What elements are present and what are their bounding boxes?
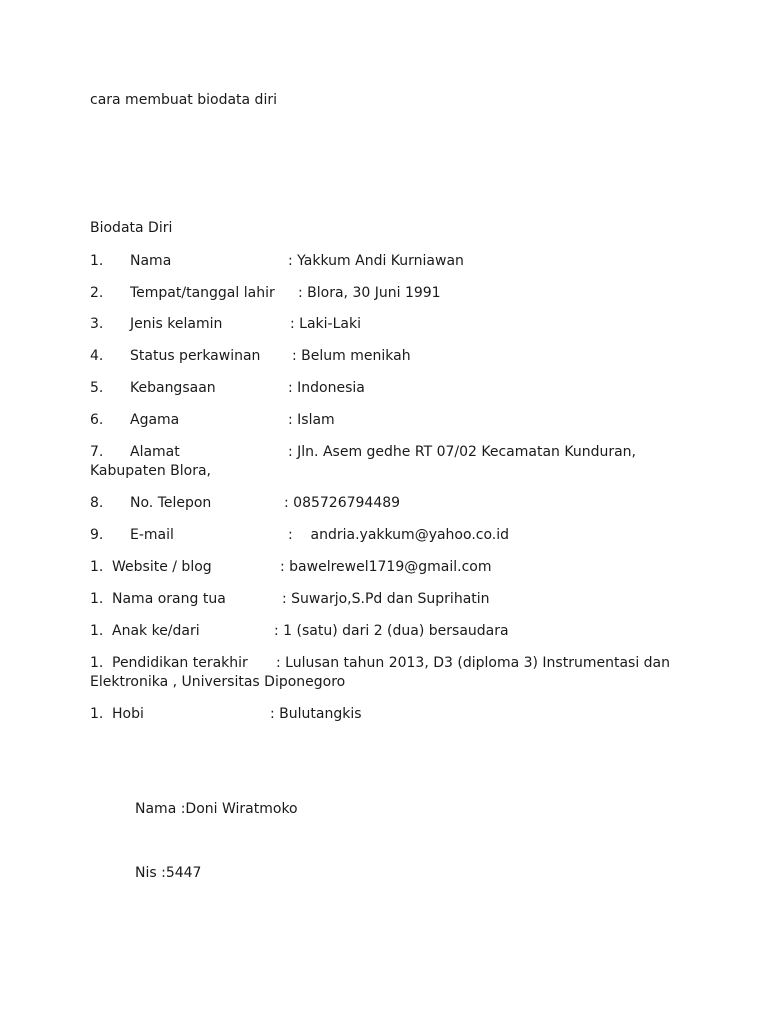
footer-name: Nama :Doni Wiratmoko <box>135 801 298 817</box>
row-value: : Indonesia <box>288 380 365 396</box>
row-value: : Bulutangkis <box>270 706 362 722</box>
row-label: Hobi <box>112 706 144 722</box>
row-label: Agama <box>130 412 180 428</box>
row-number: 2. <box>90 285 104 301</box>
row-value: : Islam <box>288 412 335 428</box>
row-number: 1. <box>90 559 104 575</box>
row-value: : Belum menikah <box>292 348 411 364</box>
row-number: 8. <box>90 495 104 511</box>
document-title: cara membuat biodata diri <box>90 92 277 108</box>
row-label: Nama <box>130 253 172 269</box>
row-value: : Lulusan tahun 2013, D3 (diploma 3) Instrumentasi dan <box>276 655 671 671</box>
row-number: 1. <box>90 706 104 722</box>
row-number: 1. <box>90 591 104 607</box>
row-value: : bawelrewel1719@gmail.com <box>280 559 492 575</box>
row-number: 1. <box>90 655 104 671</box>
row-value-continuation: Kabupaten Blora, <box>90 463 212 479</box>
row-label: No. Telepon <box>130 495 212 511</box>
row-value: : Yakkum Andi Kurniawan <box>288 253 464 269</box>
row-number: 4. <box>90 348 104 364</box>
row-label: Tempat/tanggal lahir <box>130 285 275 301</box>
row-number: 7. <box>90 444 104 460</box>
row-label: Website / blog <box>112 559 212 575</box>
row-label: Alamat <box>130 444 180 460</box>
row-label: Pendidikan terakhir <box>112 655 248 671</box>
row-label: Jenis kelamin <box>130 316 223 332</box>
footer-nis: Nis :5447 <box>135 865 202 881</box>
row-label: Nama orang tua <box>112 591 226 607</box>
row-number: 3. <box>90 316 104 332</box>
row-number: 9. <box>90 527 104 543</box>
row-value: : Jln. Asem gedhe RT 07/02 Kecamatan Kunduran, <box>288 444 636 460</box>
row-value: : Laki-Laki <box>290 316 361 332</box>
row-number: 5. <box>90 380 104 396</box>
row-label: Kebangsaan <box>130 380 216 396</box>
row-value-continuation: Elektronika , Universitas Diponegoro <box>90 674 346 690</box>
row-label: E-mail <box>130 527 174 543</box>
row-value: : 1 (satu) dari 2 (dua) bersaudara <box>274 623 509 639</box>
row-value: : andria.yakkum@yahoo.co.id <box>288 527 510 543</box>
section-heading: Biodata Diri <box>90 220 173 236</box>
row-number: 6. <box>90 412 104 428</box>
row-number: 1. <box>90 623 104 639</box>
row-value: : Suwarjo,S.Pd dan Suprihatin <box>282 591 490 607</box>
row-value: : 085726794489 <box>284 495 401 511</box>
row-number: 1. <box>90 253 104 269</box>
row-label: Status perkawinan <box>130 348 261 364</box>
row-label: Anak ke/dari <box>112 623 200 639</box>
row-value: : Blora, 30 Juni 1991 <box>298 285 441 301</box>
